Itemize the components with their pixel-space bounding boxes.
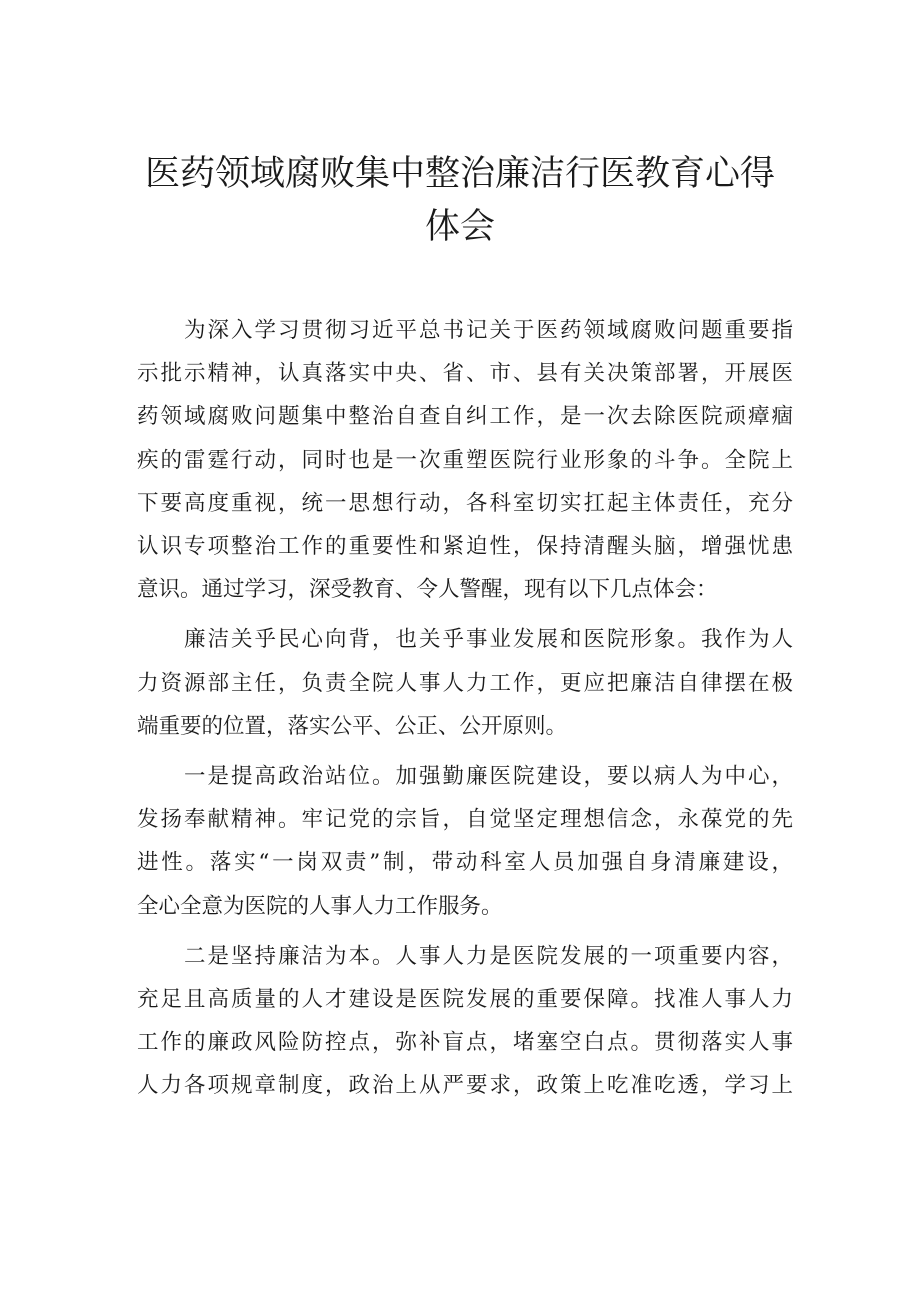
paragraph-intro: [137, 309, 793, 611]
document-title: [0, 148, 920, 254]
text-line: 力资源部主任，负责全院人事人力工作，更应把廉洁自律摆在极: [137, 670, 793, 696]
document-body: [137, 309, 793, 1115]
text-line: 认识专项整治工作的重要性和紧迫性，保持清醒头脑，增强忧患: [137, 534, 793, 560]
title-line-1: 医药领域腐败集中整治廉洁行医教育心得: [144, 154, 775, 194]
text-line: 示批示精神，认真落实中央、省、市、县有关决策部署，开展医: [137, 361, 793, 387]
text-line: 充足且高质量的人才建设是医院发展的重要保障。找准人事人力: [137, 987, 793, 1013]
paragraph-point-two: [137, 935, 793, 1108]
text-line: 发扬奉献精神。牢记党的宗旨，自觉坚定理想信念，永葆党的先: [137, 807, 793, 833]
text-line: 为深入学习贯彻习近平总书记关于医药领域腐败问题重要指: [137, 318, 793, 343]
text-line: 下要高度重视，统一思想行动，各科室切实扛起主体责任，充分: [137, 490, 793, 516]
text-line: 意识。通过学习，深受教育、令人警醒，现有以下几点体会：: [137, 577, 718, 603]
text-line: 人力各项规章制度，政治上从严要求，政策上吃准吃透，学习上: [137, 1073, 793, 1099]
title-line-2: 体会: [424, 207, 495, 247]
paragraph-point-one: [137, 755, 793, 928]
text-line: 疾的雷霆行动，同时也是一次重塑医院行业形象的斗争。全院上: [137, 447, 793, 473]
text-line: 全心全意为医院的人事人力工作服务。: [137, 893, 503, 919]
paragraph-integrity: [137, 618, 793, 748]
text-line: 工作的廉政风险防控点，弥补盲点，堵塞空白点。贯彻落实人事: [137, 1030, 793, 1056]
text-line: 廉洁关乎民心向背，也关乎事业发展和医院形象。我作为人: [137, 627, 793, 653]
text-line: 药领域腐败问题集中整治自查自纠工作，是一次去除医院顽瘴痼: [137, 404, 793, 430]
text-line: 进性。落实“一岗双责”制，带动科室人员加强自身清廉建设，: [137, 850, 793, 876]
text-line: 端重要的位置，落实公平、公正、公开原则。: [137, 713, 568, 739]
text-line: 二是坚持廉洁为本。人事人力是医院发展的一项重要内容，: [137, 943, 793, 969]
text-line: 一是提高政治站位。加强勤廉医院建设，要以病人为中心，: [137, 764, 793, 790]
